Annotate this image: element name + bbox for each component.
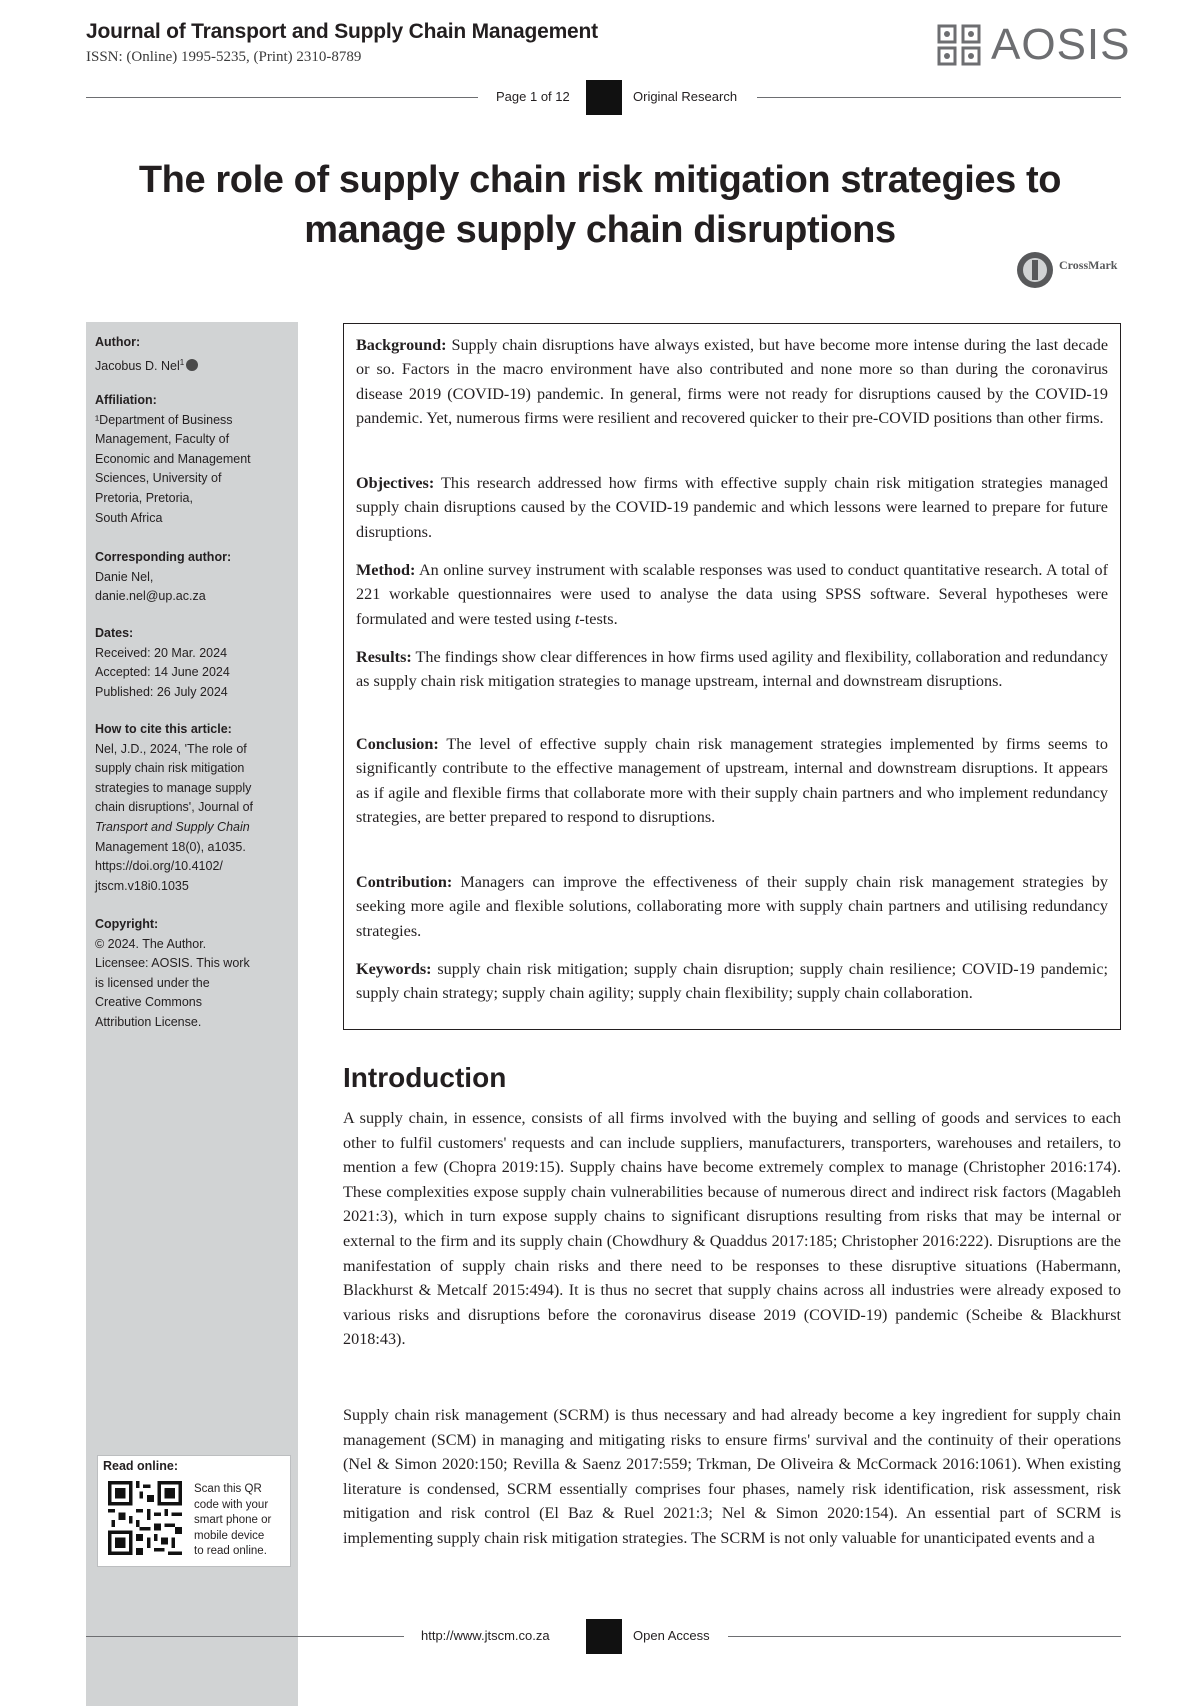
- copyright-section: [95, 915, 293, 1033]
- conclusion-label: Conclusion:: [356, 735, 439, 753]
- background-label: Background:: [356, 336, 447, 354]
- contribution-text: Managers can improve the effectiveness of their supply chain risk management strategies by seeking more agile and flexible solutions, collaborating more with supply chain partners and utilising redundancy strategies.: [356, 873, 1108, 940]
- page-label: Page 1 of 12: [496, 89, 570, 104]
- header-black-marker: [586, 80, 622, 115]
- dates-section: [95, 624, 293, 702]
- aosis-emblem-icon: [935, 22, 983, 68]
- keywords-text: supply chain risk mitigation; supply chain disruption; supply chain resilience; COVID-19 pandemic; supply chain strategy; supply chain agility; supply chain flexibility; supply chain collaboration.: [356, 960, 1108, 1003]
- affiliation-line: Management, Faculty of: [95, 432, 230, 447]
- introduction-heading: Introduction: [343, 1062, 507, 1093]
- journal-url[interactable]: http://www.jtscm.co.za: [421, 1628, 550, 1643]
- issn: ISSN: (Online) 1995-5235, (Print) 2310-8789: [86, 49, 362, 65]
- copyright-line: Licensee: AOSIS. This work: [95, 956, 250, 971]
- introduction-paragraph-2: Supply chain risk management (SCRM) is thus necessary and had already become a key ingredient for supply chain management (SCM) in managing and mitigating risks to ensure firms' survival and the continuity of their operations (Nel & Simon 2020:150; Revilla & Saenz 2017:559; Trkman, De Oliveira & McCormack 2016:1061). When existing literature is condensed, SCRM essentially comprises four phases, namely risk identification, risk assessment, risk mitigation and risk control (El Baz & Ruel 2021:3; Nel & Simon 2020:154). An essential part of SCRM is implementing supply chain risk mitigation strategies. The SCRM is not only valuable for unanticipated events and a: [343, 1406, 1121, 1547]
- corresponding-email[interactable]: danie.nel@up.ac.za: [95, 589, 206, 604]
- author-name-line: [95, 353, 293, 377]
- crossmark-icon: [1015, 250, 1055, 290]
- copyright-line: © 2024. The Author.: [95, 936, 207, 951]
- abstract-conclusion: [356, 732, 1108, 830]
- citation-line: Nel, J.D., 2024, 'The role of: [95, 741, 247, 756]
- article-title: The role of supply chain risk mitigation strategies to manage supply chain disruptions: [138, 159, 1062, 251]
- journal-title: Journal of Transport and Supply Chain Management: [86, 20, 598, 43]
- affiliation-section: [95, 391, 293, 528]
- copyright-line: Attribution License.: [95, 1014, 202, 1029]
- dates-heading: Dates:: [95, 626, 134, 640]
- author-heading: Author:: [95, 335, 141, 349]
- citation-heading: How to cite this article:: [95, 722, 232, 736]
- method-label: Method:: [356, 561, 416, 579]
- corresponding-section: [95, 548, 293, 607]
- author-affiliation-mark: 1: [179, 357, 185, 367]
- header-rule-right: [757, 97, 1121, 98]
- citation-line: strategies to manage supply: [95, 780, 252, 795]
- read-online-box: [97, 1455, 291, 1567]
- affiliation-line: South Africa: [95, 510, 163, 525]
- open-access-label: Open Access: [633, 1628, 710, 1643]
- qr-instructions: Scan this QR code with your smart phone or mobile device to read online.: [194, 1483, 272, 1557]
- objectives-text: This research addressed how firms with effective supply chain risk mitigation strategies managed supply chain disruptions caused by the COVID-19 pandemic and which lessons were learned to prepare for future disruptions.: [356, 474, 1108, 541]
- results-label: Results:: [356, 648, 412, 666]
- affiliation-line: Economic and Management: [95, 451, 251, 466]
- affiliation-line: Sciences, University of: [95, 471, 222, 486]
- citation-line: chain disruptions', Journal of: [95, 800, 254, 815]
- abstract-method: [356, 558, 1108, 631]
- corresponding-heading: Corresponding author:: [95, 550, 232, 564]
- affiliation-heading: Affiliation:: [95, 393, 157, 407]
- method-text: An online survey instrument with scalable responses was used to conduct quantitative research. A total of 221 workable questionnaires were used to analyse the data using SPSS software. Several hypotheses were formulated and were tested using: [356, 561, 1109, 628]
- footer-black-marker: [586, 1619, 622, 1654]
- author-section: [95, 333, 293, 376]
- method-text-end: -tests.: [579, 609, 618, 628]
- keywords-label: Keywords:: [356, 960, 432, 978]
- objectives-label: Objectives:: [356, 474, 435, 492]
- citation-doi-link[interactable]: jtscm.v18i0.1035: [95, 878, 189, 893]
- crossmark-label: CrossMark: [1059, 258, 1118, 272]
- conclusion-text: The level of effective supply chain risk management strategies implemented by firms seems to significantly contribute to the effective management of upstream, internal and downstream disruptions. It appears as if agile and flexible firms that collaborate more with their supply chain partners and who implement redundancy strategies, are better prepared to respond to disruptions.: [356, 735, 1108, 827]
- date-received: Received: 20 Mar. 2024: [95, 645, 228, 660]
- read-online-heading: Read online:: [103, 1459, 179, 1473]
- header-rule-left: [86, 97, 478, 98]
- citation-section: [95, 720, 293, 896]
- citation-line: Transport and Supply Chain: [95, 819, 250, 834]
- contribution-label: Contribution:: [356, 873, 453, 891]
- author-name: Jacobus D. Nel: [95, 358, 180, 373]
- publisher-logo: [935, 20, 1131, 69]
- citation-line: supply chain risk mitigation: [95, 761, 245, 776]
- crossmark-badge[interactable]: [1015, 249, 1125, 291]
- date-published: Published: 26 July 2024: [95, 684, 228, 699]
- abstract-objectives: [356, 471, 1108, 544]
- results-text: The findings show clear differences in how firms used agility and flexibility, collaboration and redundancy as supply chain risk mitigation strategies to manage upstream, internal and downstream disruptions.: [356, 648, 1108, 691]
- orcid-icon[interactable]: [186, 359, 198, 371]
- article-type: Original Research: [633, 89, 738, 104]
- affiliation-line: Pretoria, Pretoria,: [95, 490, 193, 505]
- method-t-italic: t: [574, 609, 580, 628]
- footer-rule-right: [728, 1636, 1121, 1637]
- publisher-name: AOSIS: [991, 20, 1131, 69]
- affiliation-line: ¹Department of Business: [95, 412, 233, 427]
- abstract-background: [356, 333, 1108, 431]
- date-accepted: Accepted: 14 June 2024: [95, 665, 230, 680]
- introduction-paragraph-1: A supply chain, in essence, consists of all firms involved with the buying and selling of goods and services to each other to fulfil customers' requests and can include suppliers, manufacturers, transporters, warehouses and retailers, to mention a few (Chopra 2019:15). Supply chains have become extremely complex to manage (Christopher 2016:174). These complexities expose supply chain vulnerabilities because of numerous direct and indirect risk factors (Magableh 2021:3), which in turn expose supply chains to significant disruptions resulting from risks that may be internal or external to the firm and its supply chain (Chowdhury & Quaddus 2017:185; Christopher 2016:222). Disruptions are the manifestation of supply chain risks and there need to be responses to these disruptive situations (Habermann, Blackhurst & Metcalf 2015:494). It is thus no secret that supply chains across all industries were already exposed to various risks and disruptions before the coronavirus disease 2019 (COVID-19) pandemic (Scheibe & Blackhurst 2018:43).: [343, 1109, 1121, 1349]
- footer-rule-left: [86, 1636, 404, 1637]
- background-text: Supply chain disruptions have always existed, but have become more intense during the last decade or so. Factors in the macro environment have also contributed and none more so than during the coronavirus disease 2019 (COVID-19) pandemic. In general, firms were not ready for disruptions caused by the COVID-19 pandemic. Yet, numerous firms were resilient and recovered quicker to their pre-COVID positions than other firms.: [356, 336, 1109, 428]
- abstract-contribution: [356, 870, 1108, 943]
- abstract-results: [356, 645, 1108, 694]
- corresponding-name: Danie Nel,: [95, 569, 154, 584]
- copyright-line: Creative Commons: [95, 995, 202, 1010]
- copyright-line: is licensed under the: [95, 975, 210, 990]
- copyright-heading: Copyright:: [95, 917, 159, 931]
- abstract-keywords: [356, 957, 1108, 1006]
- citation-line: Management 18(0), a1035.: [95, 839, 246, 854]
- qr-code-icon[interactable]: [108, 1481, 182, 1555]
- citation-doi-link[interactable]: https://doi.org/10.4102/: [95, 859, 223, 874]
